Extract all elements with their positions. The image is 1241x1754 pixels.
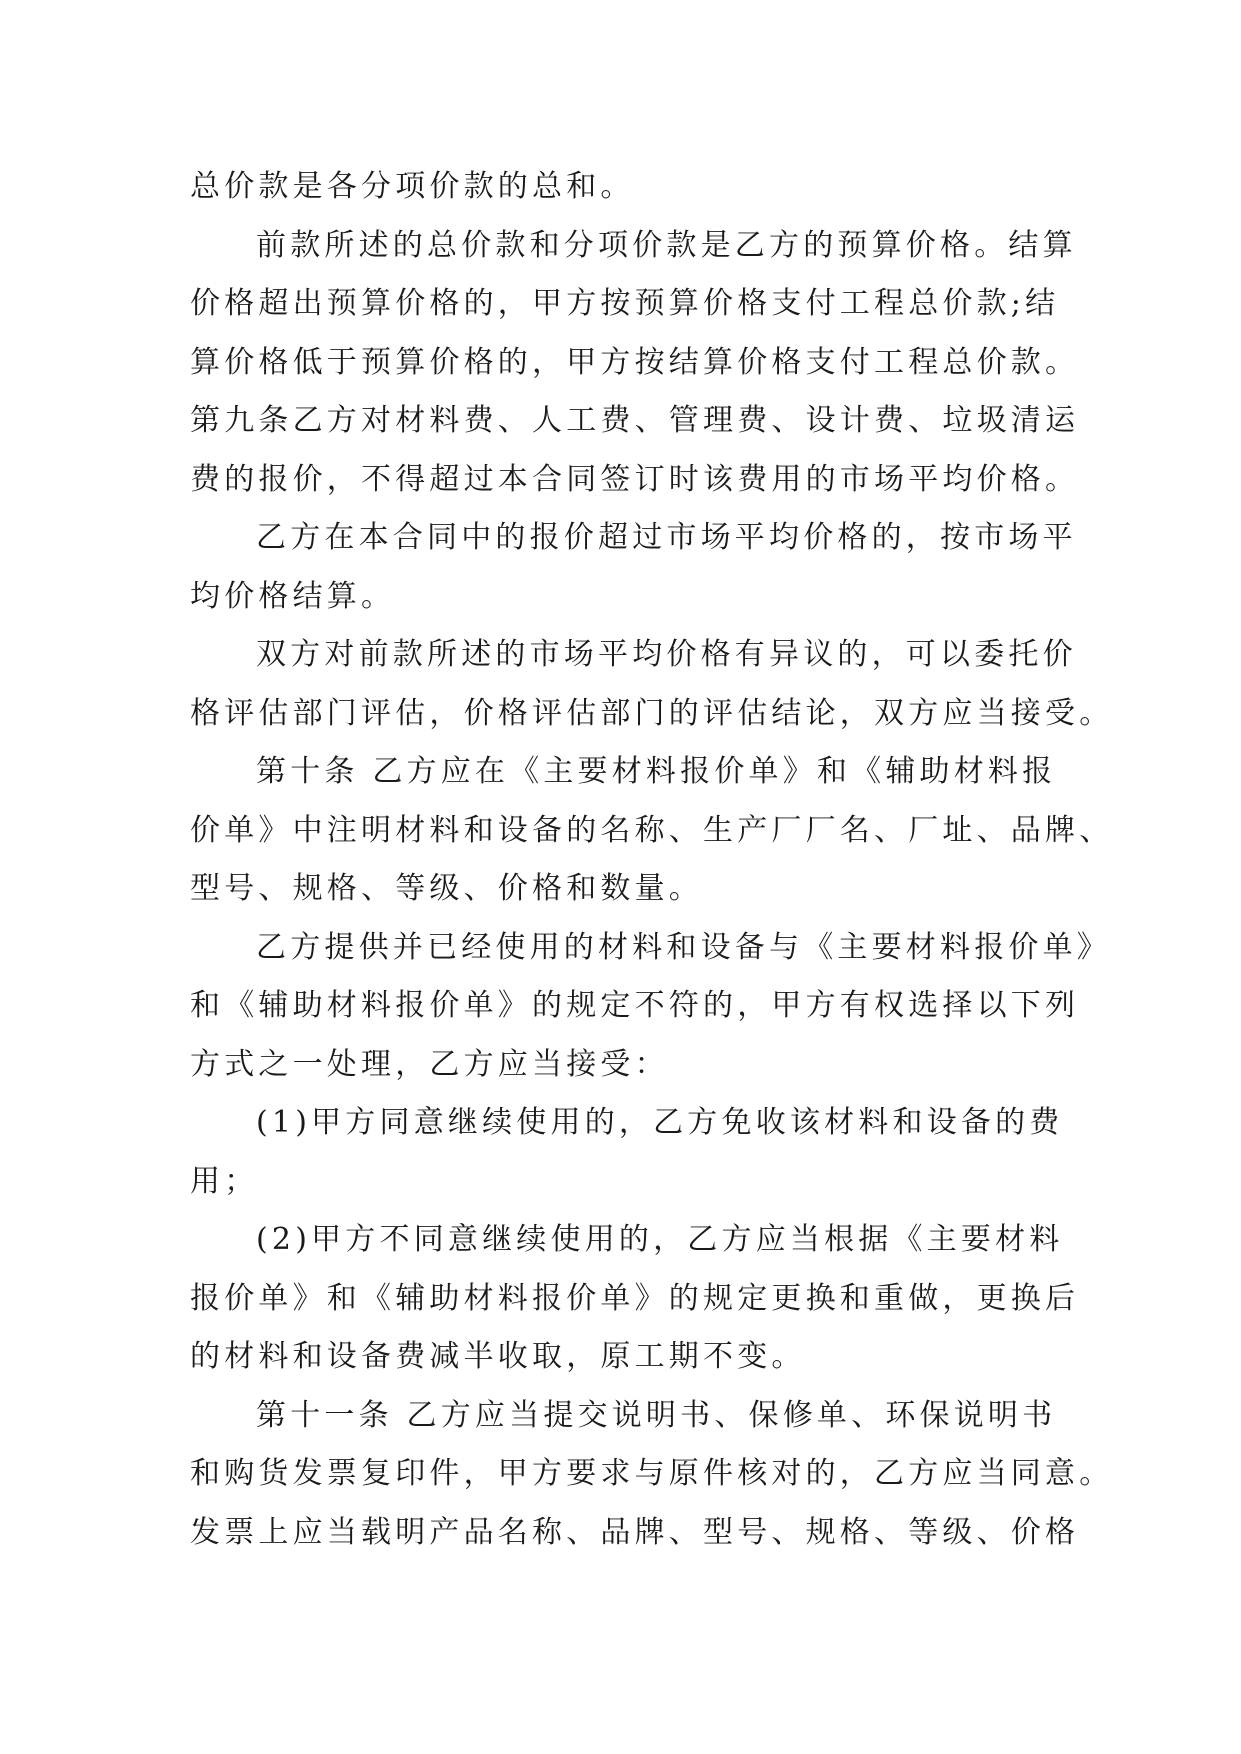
text-line: 型号、规格、等级、价格和数量。 [190, 871, 703, 906]
text-line: 格评估部门评估，价格评估部门的评估结论，双方应当接受。 [190, 695, 1114, 731]
paragraph-start-line: 前款所述的总价款和分项价款是乙方的预算价格。结算 [256, 227, 1077, 263]
paragraph-start-line: (1)甲方同意继续使用的，乙方免收该材料和设备的费 [256, 1105, 1064, 1140]
text-line: 报价单》和《辅助材料报价单》的规定更换和重做，更换后 [190, 1280, 1080, 1316]
paragraph-start-line: 第十条 乙方应在《主要材料报价单》和《辅助材料报 [256, 754, 1057, 789]
text-line: 均价格结算。 [190, 578, 396, 614]
paragraph-start-line: (2)甲方不同意继续使用的，乙方应当根据《主要材料 [256, 1222, 1064, 1257]
text-line: 费的报价，不得超过本合同签订时该费用的市场平均价格。 [190, 461, 1080, 497]
text-line: 总价款是各分项价款的总和。 [190, 169, 635, 204]
text-line: 和《辅助材料报价单》的规定不符的，甲方有权选择以下列 [190, 988, 1080, 1023]
text-line: 和购货发票复印件，甲方要求与原件核对的，乙方应当同意。 [190, 1456, 1114, 1491]
text-line: 发票上应当载明产品名称、品牌、型号、规格、等级、价格 [190, 1514, 1080, 1550]
text-line: 算价格低于预算价格的，甲方按结算价格支付工程总价款。 [190, 344, 1080, 380]
text-line: 价格超出预算价格的，甲方按预算价格支付工程总价款;结 [190, 286, 1060, 321]
paragraph-start-line: 第十一条 乙方应当提交说明书、保修单、环保说明书 [256, 1397, 1057, 1433]
paragraph-start-line: 双方对前款所述的市场平均价格有异议的，可以委托价 [256, 637, 1077, 672]
paragraph-start-line: 乙方提供并已经使用的材料和设备与《主要材料报价单》 [256, 929, 1111, 965]
text-line: 的材料和设备费减半收取，原工期不变。 [190, 1339, 806, 1374]
text-line: 方式之一处理，乙方应当接受： [190, 1046, 669, 1082]
paragraph-start-line: 乙方在本合同中的报价超过市场平均价格的，按市场平 [256, 520, 1077, 555]
text-line: 价单》中注明材料和设备的名称、生产厂厂名、厂址、品牌、 [190, 812, 1114, 848]
contract-text-body [190, 158, 1114, 1562]
text-line: 用； [190, 1163, 259, 1199]
text-line: 第九条乙方对材料费、人工费、管理费、设计费、垃圾清运 [190, 403, 1080, 438]
